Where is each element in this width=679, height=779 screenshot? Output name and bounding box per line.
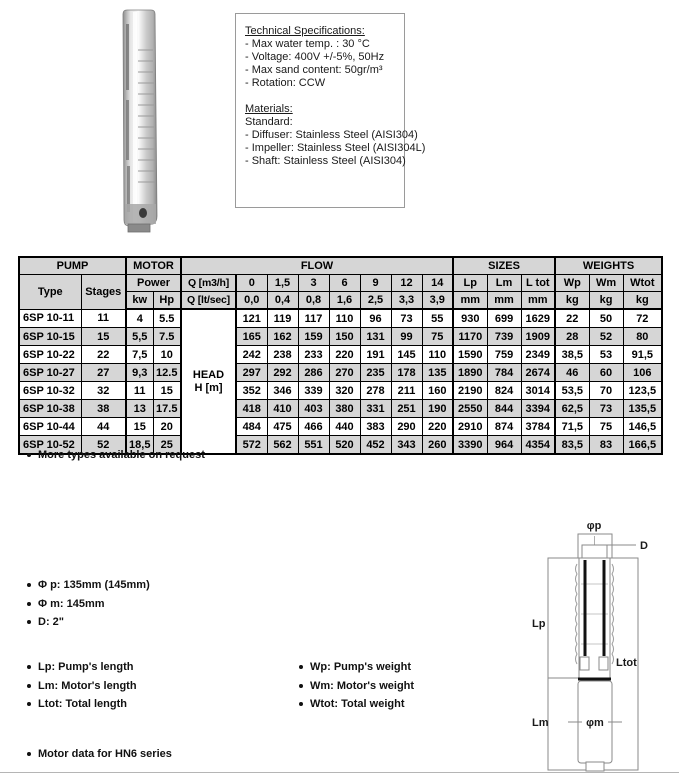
cell-size: 4354 xyxy=(521,436,555,455)
cell-flow: 117 xyxy=(298,309,329,328)
cell-flow: 290 xyxy=(391,418,422,436)
cell-flow: 150 xyxy=(329,328,360,346)
flow-point-ltsec: 2,5 xyxy=(360,292,391,310)
cell-flow: 572 xyxy=(236,436,267,455)
col-header-q-ltsec: Q [lt/sec] xyxy=(181,292,236,310)
spec-box xyxy=(235,13,426,208)
note-more-types xyxy=(27,449,205,461)
note-d xyxy=(27,616,64,628)
cell-flow: 55 xyxy=(422,309,453,328)
cell-size: 3390 xyxy=(453,436,487,455)
cell-flow: 73 xyxy=(391,309,422,328)
cell-flow: 520 xyxy=(329,436,360,455)
bullet-icon xyxy=(299,684,303,688)
cell-size: 2349 xyxy=(521,346,555,364)
cell-flow: 211 xyxy=(391,382,422,400)
note-text: Φ m: 145mm xyxy=(38,598,105,610)
cell-stages: 52 xyxy=(81,436,126,455)
col-header-kw: kw xyxy=(126,292,153,310)
cell-weight: 80 xyxy=(623,328,662,346)
cell-weight: 50 xyxy=(589,309,623,328)
flow-point: 3 xyxy=(298,275,329,292)
cell-weight: 146,5 xyxy=(623,418,662,436)
cell-size: 930 xyxy=(453,309,487,328)
cell-hp: 25 xyxy=(153,436,181,455)
note-wtot xyxy=(299,698,405,710)
note-text: More types available on request xyxy=(38,449,205,461)
table-body xyxy=(19,309,662,454)
cell-flow: 135 xyxy=(422,364,453,382)
sub-header-row xyxy=(19,275,662,292)
note-lm xyxy=(27,680,137,692)
spec-tech-list xyxy=(245,38,396,90)
cell-kw: 7,5 xyxy=(126,346,153,364)
diagram-clamp-left xyxy=(580,657,589,670)
cell-kw: 18,5 xyxy=(126,436,153,455)
cell-size: 1890 xyxy=(453,364,487,382)
flow-point-ltsec: 3,3 xyxy=(391,292,422,310)
cell-size: 2910 xyxy=(453,418,487,436)
spec-line: - Voltage: 400V +/-5%, 50Hz xyxy=(245,51,385,63)
cell-stages: 38 xyxy=(81,400,126,418)
unit-kg: kg xyxy=(589,292,623,310)
cell-type: 6SP 10-15 xyxy=(19,328,81,346)
diagram-clamp-right xyxy=(599,657,608,670)
cell-weight: 22 xyxy=(555,309,589,328)
cell-flow: 119 xyxy=(267,309,298,328)
diagram-label-d: D xyxy=(640,540,648,552)
cell-size: 1170 xyxy=(453,328,487,346)
cell-flow: 380 xyxy=(329,400,360,418)
cell-flow: 551 xyxy=(298,436,329,455)
cell-kw: 13 xyxy=(126,400,153,418)
unit-kg: kg xyxy=(623,292,662,310)
col-header-wm: Wm xyxy=(589,275,623,292)
group-weights: WEIGHTS xyxy=(555,257,662,275)
note-wm xyxy=(299,680,414,692)
col-header-lm: Lm xyxy=(487,275,521,292)
cell-size: 844 xyxy=(487,400,521,418)
cell-weight: 123,5 xyxy=(623,382,662,400)
table-row xyxy=(19,400,662,418)
spec-line: - Rotation: CCW xyxy=(245,77,326,89)
note-text: Wp: Pump's weight xyxy=(310,661,411,673)
group-sizes: SIZES xyxy=(453,257,555,275)
flow-point-ltsec: 1,6 xyxy=(329,292,360,310)
bullet-icon xyxy=(27,583,31,587)
bullet-icon xyxy=(27,453,31,457)
spec-materials-title: Materials: xyxy=(245,103,293,115)
cell-size: 739 xyxy=(487,328,521,346)
cell-size: 2674 xyxy=(521,364,555,382)
table-row xyxy=(19,364,662,382)
cell-size: 1909 xyxy=(521,328,555,346)
spec-line: - Diffuser: Stainless Steel (AISI304) xyxy=(245,129,418,141)
group-header-row xyxy=(19,257,662,275)
cell-weight: 72 xyxy=(623,309,662,328)
cell-weight: 83,5 xyxy=(555,436,589,455)
note-wp xyxy=(299,661,411,673)
cell-flow: 418 xyxy=(236,400,267,418)
diagram-label-lm: Lm xyxy=(532,717,549,729)
cell-flow: 339 xyxy=(298,382,329,400)
flow-point: 12 xyxy=(391,275,422,292)
cell-weight: 46 xyxy=(555,364,589,382)
flow-point: 14 xyxy=(422,275,453,292)
cell-stages: 22 xyxy=(81,346,126,364)
note-text: Wtot: Total weight xyxy=(310,698,405,710)
cell-flow: 238 xyxy=(267,346,298,364)
col-header-wtot: Wtot xyxy=(623,275,662,292)
spec-line: - Impeller: Stainless Steel (AISI304L) xyxy=(245,142,426,154)
cell-flow: 145 xyxy=(391,346,422,364)
cell-flow: 233 xyxy=(298,346,329,364)
cell-flow: 220 xyxy=(422,418,453,436)
note-text: Lm: Motor's length xyxy=(38,680,137,692)
cell-stages: 27 xyxy=(81,364,126,382)
cell-size: 1629 xyxy=(521,309,555,328)
pump-data-table xyxy=(18,256,663,455)
cell-weight: 73 xyxy=(589,400,623,418)
group-motor: MOTOR xyxy=(126,257,181,275)
cell-flow: 452 xyxy=(360,436,391,455)
diagram-label-lp: Lp xyxy=(532,618,546,630)
flow-point: 6 xyxy=(329,275,360,292)
cell-kw: 9,3 xyxy=(126,364,153,382)
flow-point: 9 xyxy=(360,275,391,292)
col-header-q-m3h: Q [m3/h] xyxy=(181,275,236,292)
cell-flow: 320 xyxy=(329,382,360,400)
cell-size: 1590 xyxy=(453,346,487,364)
cell-weight: 60 xyxy=(589,364,623,382)
note-text: D: 2" xyxy=(38,616,64,628)
cell-flow: 99 xyxy=(391,328,422,346)
spec-tech-title: Technical Specifications: xyxy=(245,25,365,37)
pump-photo xyxy=(113,8,165,234)
cell-stages: 11 xyxy=(81,309,126,328)
table-row xyxy=(19,328,662,346)
cell-kw: 5,5 xyxy=(126,328,153,346)
cell-weight: 75 xyxy=(589,418,623,436)
table-row xyxy=(19,418,662,436)
flow-point-ltsec: 0,4 xyxy=(267,292,298,310)
cell-flow: 352 xyxy=(236,382,267,400)
cell-stages: 15 xyxy=(81,328,126,346)
note-lp xyxy=(27,661,134,673)
cell-hp: 17.5 xyxy=(153,400,181,418)
col-header-power: Power xyxy=(126,275,181,292)
note-text: Motor data for HN6 series xyxy=(38,748,172,760)
cell-hp: 15 xyxy=(153,382,181,400)
col-header-stages: Stages xyxy=(81,275,126,310)
cell-size: 3014 xyxy=(521,382,555,400)
spec-line: Standard: xyxy=(245,116,293,128)
cell-flow: 110 xyxy=(329,309,360,328)
cell-flow: 242 xyxy=(236,346,267,364)
unit-mm: mm xyxy=(521,292,555,310)
cell-flow: 383 xyxy=(360,418,391,436)
col-header-lp: Lp xyxy=(453,275,487,292)
cell-flow: 346 xyxy=(267,382,298,400)
flow-point: 1,5 xyxy=(267,275,298,292)
bullet-icon xyxy=(27,620,31,624)
note-motor-data xyxy=(27,748,172,760)
cell-flow: 286 xyxy=(298,364,329,382)
cell-size: 2550 xyxy=(453,400,487,418)
cell-kw: 11 xyxy=(126,382,153,400)
cell-hp: 10 xyxy=(153,346,181,364)
cell-type: 6SP 10-22 xyxy=(19,346,81,364)
cell-size: 3784 xyxy=(521,418,555,436)
bullet-icon xyxy=(27,684,31,688)
cell-flow: 484 xyxy=(236,418,267,436)
diagram-pump-wavy-left xyxy=(576,564,578,664)
spec-line: - Shaft: Stainless Steel (AISI304) xyxy=(245,155,406,167)
cell-flow: 270 xyxy=(329,364,360,382)
table-row xyxy=(19,346,662,364)
cell-weight: 91,5 xyxy=(623,346,662,364)
cell-flow: 251 xyxy=(391,400,422,418)
head-column-label: HEAD H [m] xyxy=(181,309,236,454)
note-text: Lp: Pump's length xyxy=(38,661,134,673)
cell-size: 784 xyxy=(487,364,521,382)
note-text: Φ p: 135mm (145mm) xyxy=(38,579,150,591)
table-row xyxy=(19,309,662,328)
cell-flow: 343 xyxy=(391,436,422,455)
note-phi-m xyxy=(27,598,105,610)
col-header-wp: Wp xyxy=(555,275,589,292)
cell-weight: 166,5 xyxy=(623,436,662,455)
group-pump: PUMP xyxy=(19,257,126,275)
cell-type: 6SP 10-38 xyxy=(19,400,81,418)
cell-flow: 410 xyxy=(267,400,298,418)
cell-size: 3394 xyxy=(521,400,555,418)
table-row xyxy=(19,382,662,400)
cell-flow: 121 xyxy=(236,309,267,328)
pump-dimension-diagram xyxy=(528,506,678,774)
cell-flow: 235 xyxy=(360,364,391,382)
cell-flow: 178 xyxy=(391,364,422,382)
bullet-icon xyxy=(27,602,31,606)
diagram-label-ltot: Ltot xyxy=(616,657,637,669)
cell-weight: 135,5 xyxy=(623,400,662,418)
note-text: Ltot: Total length xyxy=(38,698,127,710)
cell-flow: 159 xyxy=(298,328,329,346)
cell-flow: 403 xyxy=(298,400,329,418)
cell-flow: 96 xyxy=(360,309,391,328)
cell-type: 6SP 10-11 xyxy=(19,309,81,328)
cell-weight: 38,5 xyxy=(555,346,589,364)
cell-hp: 7.5 xyxy=(153,328,181,346)
cell-hp: 20 xyxy=(153,418,181,436)
unit-mm: mm xyxy=(487,292,521,310)
diagram-discharge-pipe xyxy=(582,545,607,558)
cell-weight: 71,5 xyxy=(555,418,589,436)
spec-line: - Max water temp. : 30 °C xyxy=(245,38,370,50)
spec-materials-list xyxy=(245,116,426,168)
cell-flow: 278 xyxy=(360,382,391,400)
diagram-label-phi-p: φp xyxy=(586,520,602,532)
group-flow: FLOW xyxy=(181,257,453,275)
cell-kw: 4 xyxy=(126,309,153,328)
cell-weight: 106 xyxy=(623,364,662,382)
diagram-pump-wavy-right xyxy=(612,564,614,664)
note-text: Wm: Motor's weight xyxy=(310,680,415,692)
cell-flow: 466 xyxy=(298,418,329,436)
cell-stages: 44 xyxy=(81,418,126,436)
cell-flow: 190 xyxy=(422,400,453,418)
page-bottom-rule xyxy=(0,772,679,773)
bullet-icon xyxy=(299,665,303,669)
spec-line: - Max sand content: 50gr/m³ xyxy=(245,64,383,76)
cell-stages: 32 xyxy=(81,382,126,400)
cell-flow: 110 xyxy=(422,346,453,364)
flow-point: 0 xyxy=(236,275,267,292)
col-header-hp: Hp xyxy=(153,292,181,310)
note-ltot xyxy=(27,698,127,710)
cell-size: 824 xyxy=(487,382,521,400)
bullet-icon xyxy=(27,752,31,756)
cell-flow: 475 xyxy=(267,418,298,436)
cell-weight: 28 xyxy=(555,328,589,346)
cell-flow: 260 xyxy=(422,436,453,455)
cell-hp: 12.5 xyxy=(153,364,181,382)
cell-type: 6SP 10-44 xyxy=(19,418,81,436)
cell-hp: 5.5 xyxy=(153,309,181,328)
diagram-motor-foot xyxy=(586,762,604,771)
unit-kg: kg xyxy=(555,292,589,310)
unit-mm: mm xyxy=(453,292,487,310)
flow-point-ltsec: 3,9 xyxy=(422,292,453,310)
cell-type: 6SP 10-52 xyxy=(19,436,81,455)
cell-flow: 331 xyxy=(360,400,391,418)
cell-weight: 62,5 xyxy=(555,400,589,418)
cell-flow: 292 xyxy=(267,364,298,382)
bullet-icon xyxy=(299,702,303,706)
cell-flow: 160 xyxy=(422,382,453,400)
bullet-icon xyxy=(27,665,31,669)
cell-weight: 70 xyxy=(589,382,623,400)
cell-size: 874 xyxy=(487,418,521,436)
col-header-type: Type xyxy=(19,275,81,310)
col-header-ltot: L tot xyxy=(521,275,555,292)
cell-weight: 53,5 xyxy=(555,382,589,400)
cell-flow: 191 xyxy=(360,346,391,364)
cell-flow: 165 xyxy=(236,328,267,346)
cell-flow: 297 xyxy=(236,364,267,382)
cell-flow: 440 xyxy=(329,418,360,436)
note-phi-p xyxy=(27,579,150,591)
cell-flow: 162 xyxy=(267,328,298,346)
flow-point-ltsec: 0,0 xyxy=(236,292,267,310)
cell-weight: 83 xyxy=(589,436,623,455)
cell-size: 759 xyxy=(487,346,521,364)
cell-type: 6SP 10-27 xyxy=(19,364,81,382)
diagram-label-phi-m: φm xyxy=(586,717,604,729)
flow-point-ltsec: 0,8 xyxy=(298,292,329,310)
cell-type: 6SP 10-32 xyxy=(19,382,81,400)
cell-flow: 562 xyxy=(267,436,298,455)
bullet-icon xyxy=(27,702,31,706)
cell-weight: 52 xyxy=(589,328,623,346)
cell-size: 699 xyxy=(487,309,521,328)
cell-size: 2190 xyxy=(453,382,487,400)
cell-flow: 220 xyxy=(329,346,360,364)
cell-flow: 131 xyxy=(360,328,391,346)
cell-flow: 75 xyxy=(422,328,453,346)
cell-kw: 15 xyxy=(126,418,153,436)
cell-weight: 53 xyxy=(589,346,623,364)
cell-size: 964 xyxy=(487,436,521,455)
